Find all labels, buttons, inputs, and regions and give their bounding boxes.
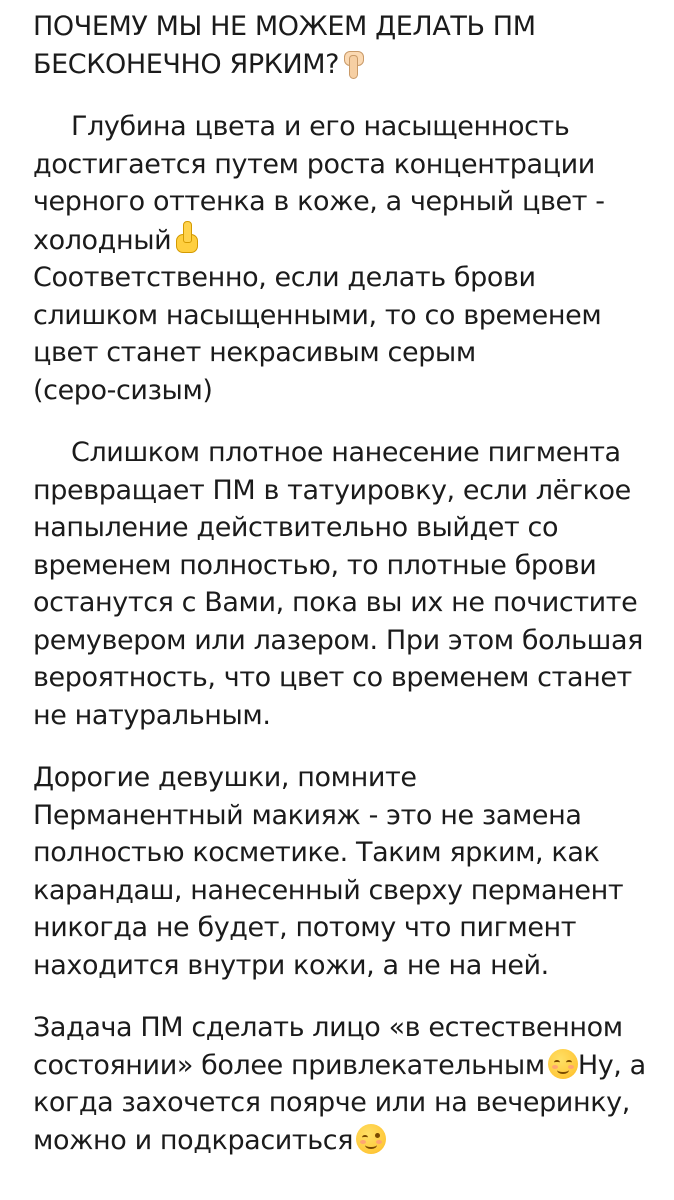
heading-line: ПОЧЕМУ МЫ НЕ МОЖЕМ ДЕЛАТЬ ПМ xyxy=(33,11,536,42)
paragraph-line: черного оттенка в коже, а черный цвет - xyxy=(33,186,605,217)
paragraph xyxy=(33,1009,660,1159)
paragraph xyxy=(33,108,660,409)
heading xyxy=(33,8,660,83)
winking-face-icon xyxy=(356,1124,386,1154)
paragraph-line: когда захочется поярче или на вечеринку, xyxy=(33,1087,630,1118)
paragraph-line xyxy=(33,221,660,260)
paragraph-line: Слишком плотное нанесение пигмента xyxy=(71,437,621,468)
paragraph-line: карандаш, нанесенный сверху перманент xyxy=(33,874,624,906)
paragraph-line: не натуральным. xyxy=(33,699,271,731)
paragraph-line: (серо-сизым) xyxy=(33,374,213,406)
paragraph-line: временем полностью, то плотные брови xyxy=(33,549,597,581)
paragraph-line: слишком насыщенными, то со временем xyxy=(33,299,602,331)
paragraph-line: ремувером или лазером. При этом большая xyxy=(33,624,643,656)
paragraph-line: Задача ПМ сделать лицо «в естественном xyxy=(33,1012,623,1043)
paragraph-line-text: можно и подкраситься xyxy=(33,1124,354,1156)
heading-line-text: БЕСКОНЕЧНО ЯРКИМ? xyxy=(33,48,340,80)
paragraph-line: вероятность, что цвет со временем станет xyxy=(33,662,632,693)
paragraph xyxy=(33,434,660,734)
paragraph-line: достигается путем роста концентрации xyxy=(33,148,595,180)
pointing-up-hand-icon xyxy=(174,221,198,253)
paragraph-line: полностью косметике. Таким ярким, как xyxy=(33,837,600,868)
paragraph-line: напыление действительно выйдет со xyxy=(33,512,559,543)
paragraph-line: никогда не будет, потому что пигмент xyxy=(33,912,577,943)
paragraph-line: цвет станет некрасивым серым xyxy=(33,337,476,368)
paragraph-line-text: холодный xyxy=(33,224,172,256)
paragraph-line: Соответственно, если делать брови xyxy=(33,262,536,293)
paragraph-line-text: состоянии» более привлекательным xyxy=(33,1049,545,1081)
paragraph-line: превращает ПМ в татуировку, если лёгкое xyxy=(33,474,631,506)
paragraph-line xyxy=(33,1122,660,1160)
paragraph xyxy=(33,759,660,984)
paragraph-line: находится внутри кожи, а не на ней. xyxy=(33,949,549,981)
paragraph-line: останутся с Вами, пока вы их не почистите xyxy=(33,587,638,618)
paragraph-line: Перманентный макияж - это не замена xyxy=(33,799,582,831)
smiling-face-icon xyxy=(548,1049,578,1079)
paragraph-line xyxy=(33,1047,660,1085)
paragraph-line: Глубина цвета и его насыщенность xyxy=(71,111,570,142)
paragraph-line: Дорогие девушки, помните xyxy=(33,762,417,793)
pointing-down-hand-icon xyxy=(342,47,364,77)
heading-line xyxy=(33,46,660,84)
paragraph-line-text: Ну, а xyxy=(577,1049,646,1081)
